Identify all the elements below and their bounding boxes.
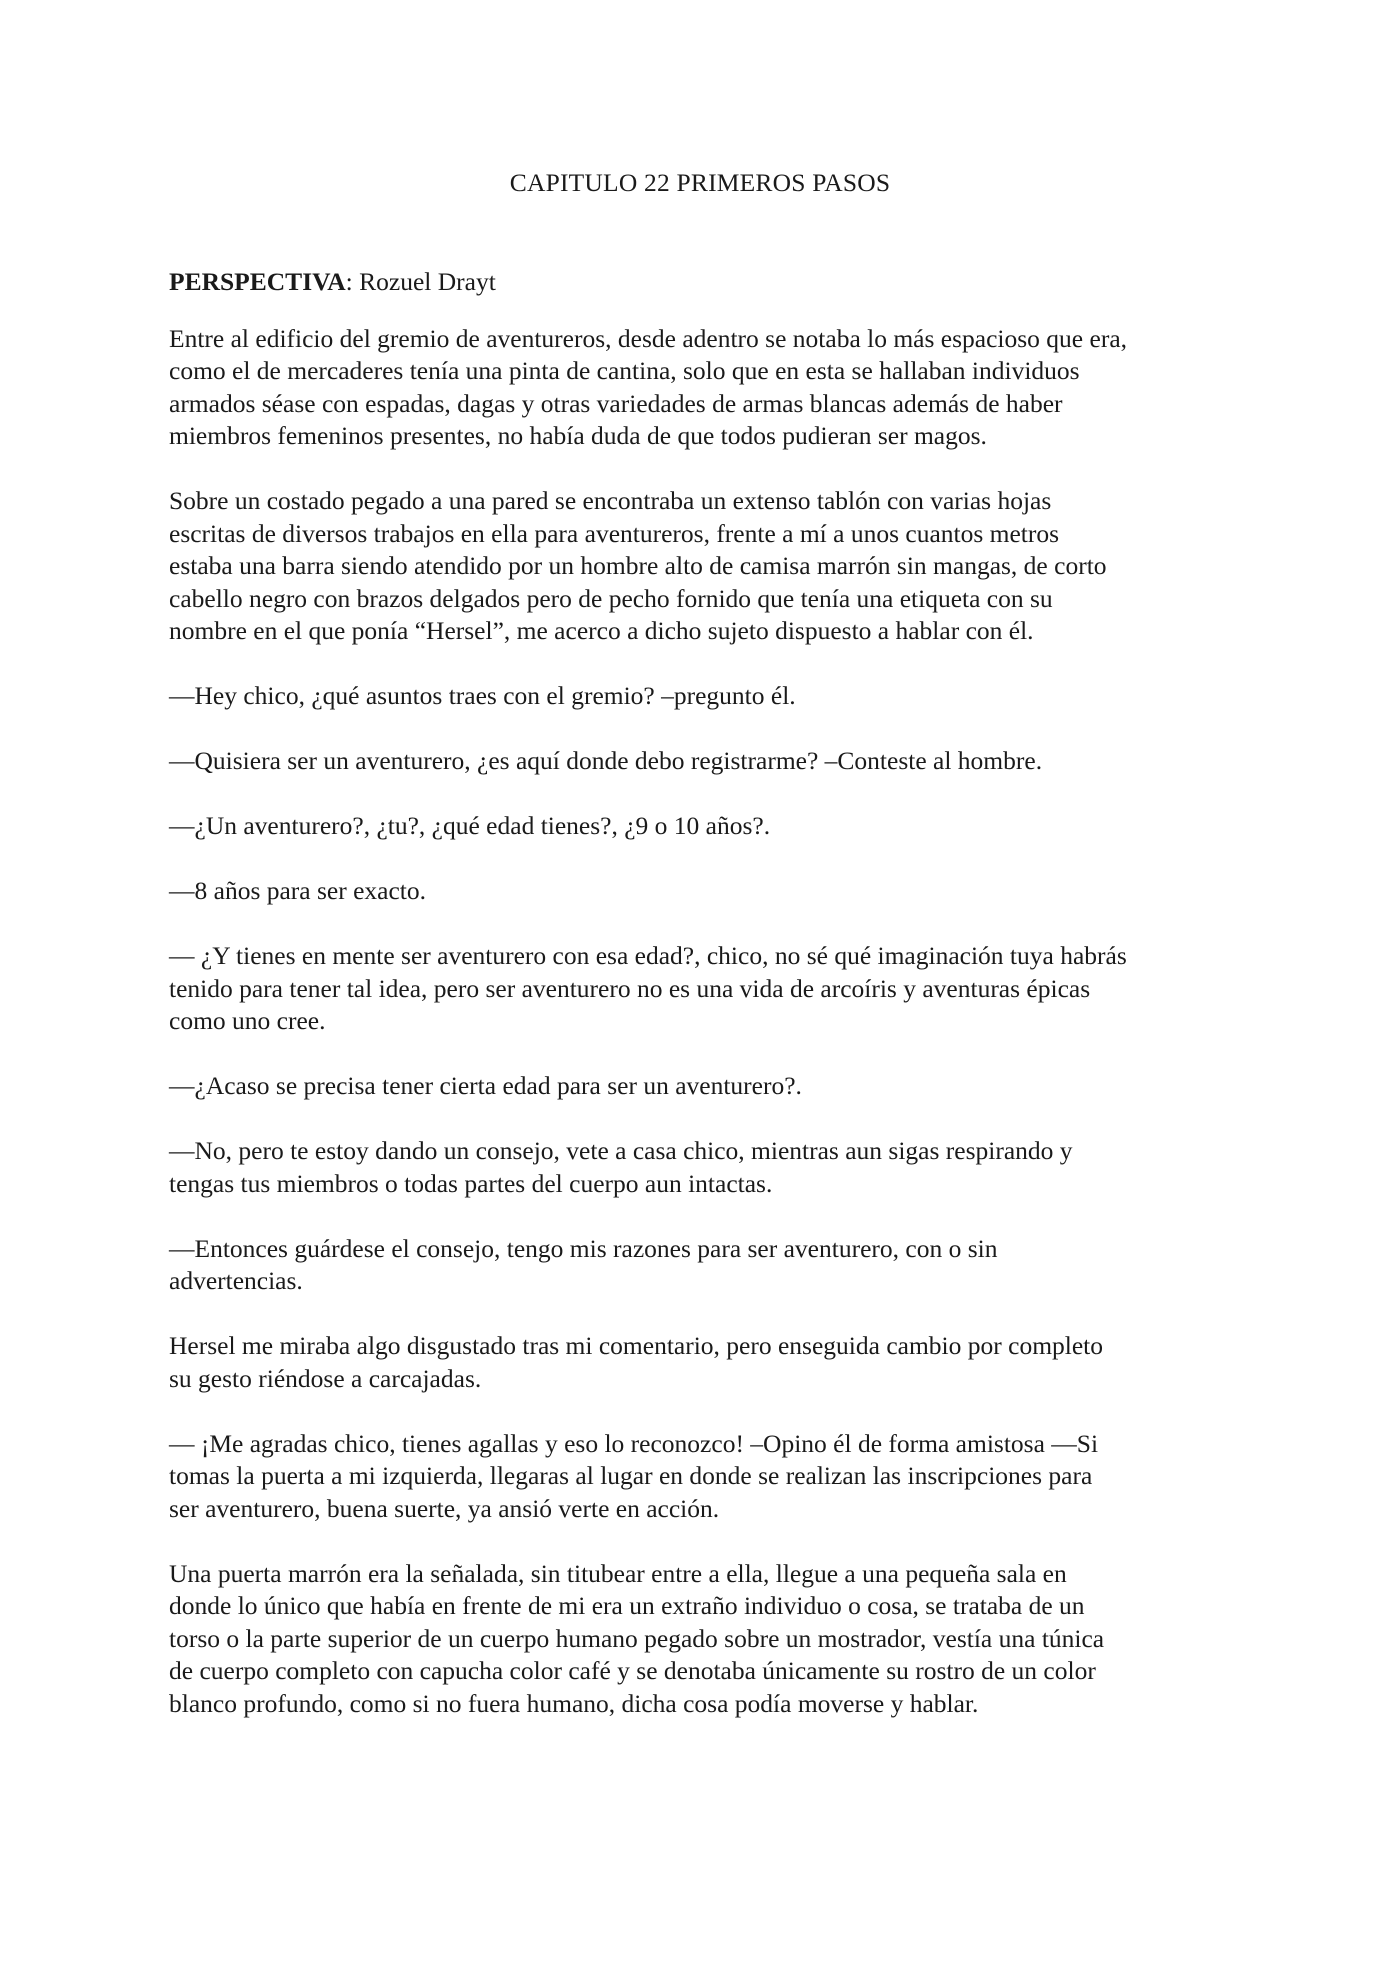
paragraph-line: blanco profundo, como si no fuera humano, dicha cosa podía moverse y hablar. xyxy=(169,1688,979,1718)
paragraph-line: —Entonces guárdese el consejo, tengo mis razones para ser aventurero, con o sin xyxy=(169,1233,998,1263)
paragraph-line: —Quisiera ser un aventurero, ¿es aquí donde debo registrarme? –Conteste al hombre. xyxy=(169,746,1043,775)
paragraph-line: — ¡Me agradas chico, tienes agallas y eso lo reconozco! –Opino él de forma amistosa —Si xyxy=(169,1428,1099,1458)
paragraph xyxy=(169,745,1249,778)
chapter-title: CAPITULO 22 PRIMEROS PASOS xyxy=(509,168,891,197)
paragraph-line: Una puerta marrón era la señalada, sin titubear entre a ella, llegue a una pequeña sala en xyxy=(169,1558,1067,1588)
paragraph-line: advertencias. xyxy=(169,1266,303,1295)
document-body xyxy=(169,266,1249,1753)
paragraph xyxy=(169,940,1249,1038)
paragraph-line: torso o la parte superior de un cuerpo humano pegado sobre un mostrador, vestía una túnica xyxy=(169,1623,1105,1653)
paragraph-line: armados séase con espadas, dagas y otras variedades de armas blancas además de haber xyxy=(169,388,1063,418)
paragraph-line: miembros femeninos presentes, no había duda de que todos pudieran ser magos. xyxy=(169,421,987,450)
paragraph-line: de cuerpo completo con capucha color café y se denotaba únicamente su rostro de un color xyxy=(169,1656,1096,1685)
paragraph-line: Hersel me miraba algo disgustado tras mi comentario, pero enseguida cambio por completo xyxy=(169,1331,1104,1360)
perspective-name: : Rozuel Drayt xyxy=(345,267,496,296)
paragraph xyxy=(169,1558,1249,1721)
paragraph-line: tomas la puerta a mi izquierda, llegaras al lugar en donde se realizan las inscripciones para xyxy=(169,1461,1093,1490)
paragraph xyxy=(169,810,1249,843)
paragraph-line: ser aventurero, buena suerte, ya ansió verte en acción. xyxy=(169,1493,720,1523)
paragraph-line: Entre al edificio del gremio de aventureros, desde adentro se notaba lo más espacioso que era, xyxy=(169,323,1128,353)
perspective-label: PERSPECTIVA xyxy=(169,267,346,296)
paragraph-line: —¿Acaso se precisa tener cierta edad para ser un aventurero?. xyxy=(169,1071,802,1100)
paragraph xyxy=(169,1330,1249,1395)
paragraph xyxy=(169,875,1249,908)
paragraph-line: —8 años para ser exacto. xyxy=(169,876,427,905)
paragraph-line: como uno cree. xyxy=(169,1006,326,1035)
paragraph xyxy=(169,485,1249,648)
paragraph-line: tengas tus miembros o todas partes del cuerpo aun intactas. xyxy=(169,1168,773,1198)
perspective-line xyxy=(169,266,1249,299)
paragraph-line: donde lo único que había en frente de mi era un extraño individuo o cosa, se trataba de un xyxy=(169,1591,1085,1620)
paragraph-line: nombre en el que ponía “Hersel”, me acerco a dicho sujeto dispuesto a hablar con él. xyxy=(169,616,1034,645)
paragraph-line: escritas de diversos trabajos en ella para aventureros, frente a mí a unos cuantos metros xyxy=(169,518,1060,548)
paragraph-line: su gesto riéndose a carcajadas. xyxy=(169,1363,482,1393)
paragraph-line: —Hey chico, ¿qué asuntos traes con el gremio? –pregunto él. xyxy=(169,681,796,710)
paragraph xyxy=(169,1428,1249,1526)
paragraph xyxy=(169,1233,1249,1298)
paragraph-line: cabello negro con brazos delgados pero de pecho fornido que tenía una etiqueta con su xyxy=(169,583,1053,613)
paragraph-line: — ¿Y tienes en mente ser aventurero con esa edad?, chico, no sé qué imaginación tuya habrás xyxy=(169,941,1127,970)
paragraph-list xyxy=(169,323,1249,1721)
paragraph-line: —¿Un aventurero?, ¿tu?, ¿qué edad tienes?, ¿9 o 10 años?. xyxy=(169,811,771,840)
paragraph xyxy=(169,1070,1249,1103)
paragraph-line: como el de mercaderes tenía una pinta de cantina, solo que en esta se hallaban individuos xyxy=(169,356,1080,385)
paragraph-line: estaba una barra siendo atendido por un hombre alto de camisa marrón sin mangas, de corto xyxy=(169,551,1107,580)
paragraph-line: —No, pero te estoy dando un consejo, vete a casa chico, mientras aun sigas respirando y xyxy=(169,1136,1073,1165)
paragraph-line: tenido para tener tal idea, pero ser aventurero no es una vida de arcoíris y aventuras épicas xyxy=(169,973,1091,1003)
paragraph xyxy=(169,323,1249,453)
paragraph-line: Sobre un costado pegado a una pared se encontraba un extenso tablón con varias hojas xyxy=(169,486,1052,515)
paragraph xyxy=(169,1135,1249,1200)
paragraph xyxy=(169,680,1249,713)
